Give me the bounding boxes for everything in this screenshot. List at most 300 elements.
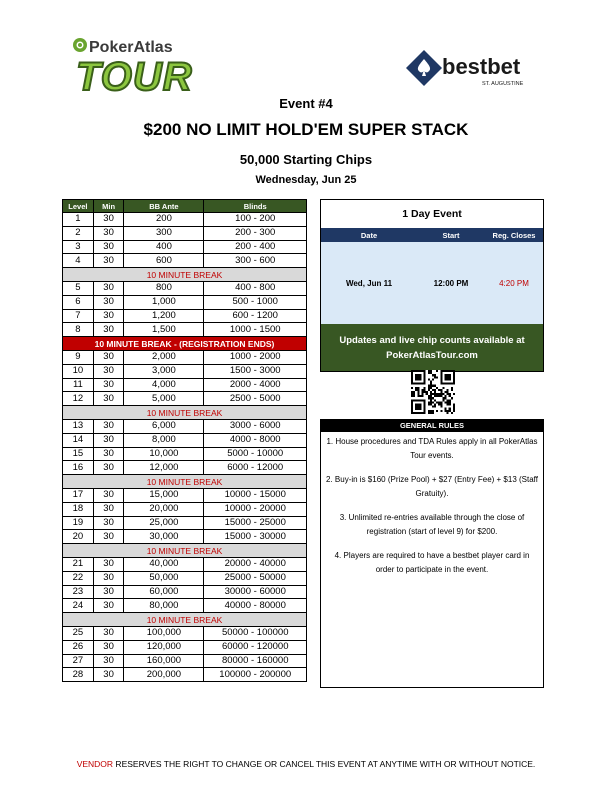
qr-module bbox=[413, 393, 415, 395]
qr-module bbox=[451, 412, 453, 414]
qr-module bbox=[451, 387, 453, 389]
table-row bbox=[63, 502, 307, 516]
qr-module bbox=[426, 393, 428, 395]
break-row bbox=[63, 406, 307, 420]
cell-level: 10 bbox=[63, 364, 94, 378]
qr-module bbox=[442, 393, 444, 395]
cell-ante: 300 bbox=[124, 226, 204, 240]
table-row bbox=[63, 654, 307, 668]
cell-level: 13 bbox=[63, 419, 94, 433]
cell-blinds: 25000 - 50000 bbox=[204, 571, 307, 585]
qr-module bbox=[415, 374, 421, 380]
qr-module bbox=[447, 393, 449, 395]
cell-blinds: 500 - 1000 bbox=[204, 295, 307, 309]
table-row bbox=[63, 213, 307, 227]
qr-module bbox=[417, 391, 419, 393]
qr-module bbox=[432, 397, 434, 399]
cell-blinds: 300 - 600 bbox=[204, 254, 307, 268]
qr-module bbox=[411, 395, 413, 397]
qr-module bbox=[430, 391, 432, 393]
qr-module bbox=[440, 401, 442, 403]
col-min-header: Min bbox=[93, 200, 124, 213]
table-row bbox=[63, 419, 307, 433]
qr-module bbox=[436, 401, 438, 403]
qr-module bbox=[430, 399, 432, 401]
qr-module bbox=[428, 385, 430, 387]
cell-blinds: 400 - 800 bbox=[204, 281, 307, 295]
qr-module bbox=[430, 383, 432, 385]
cell-blinds: 3000 - 6000 bbox=[204, 419, 307, 433]
cell-level: 1 bbox=[63, 213, 94, 227]
cell-level: 26 bbox=[63, 640, 94, 654]
cell-ante: 10,000 bbox=[124, 447, 204, 461]
break-row bbox=[63, 268, 307, 282]
cell-min: 30 bbox=[93, 502, 124, 516]
qr-module bbox=[415, 387, 417, 389]
table-row bbox=[63, 323, 307, 337]
cell-ante: 20,000 bbox=[124, 502, 204, 516]
qr-module bbox=[445, 397, 447, 399]
cell-ante: 800 bbox=[124, 281, 204, 295]
cell-ante: 25,000 bbox=[124, 516, 204, 530]
qr-module bbox=[428, 378, 430, 380]
qr-module bbox=[430, 401, 432, 403]
table-row bbox=[63, 378, 307, 392]
qr-code[interactable] bbox=[409, 370, 457, 414]
break-label: 10 MINUTE BREAK bbox=[63, 406, 307, 420]
qr-module bbox=[432, 401, 434, 403]
cell-blinds: 1000 - 2000 bbox=[204, 350, 307, 364]
qr-module bbox=[442, 399, 444, 401]
cell-level: 24 bbox=[63, 599, 94, 613]
cell-min: 30 bbox=[93, 364, 124, 378]
qr-module bbox=[442, 397, 444, 399]
qr-module bbox=[438, 389, 440, 391]
cell-min: 30 bbox=[93, 557, 124, 571]
cell-min: 30 bbox=[93, 378, 124, 392]
cell-level: 19 bbox=[63, 516, 94, 530]
qr-module bbox=[428, 387, 430, 389]
qr-module bbox=[434, 393, 436, 395]
pokeratlas-tour-logo bbox=[72, 36, 212, 98]
cell-min: 30 bbox=[93, 585, 124, 599]
table-row bbox=[63, 226, 307, 240]
qr-module bbox=[436, 395, 438, 397]
cell-blinds: 100 - 200 bbox=[204, 213, 307, 227]
cell-level: 12 bbox=[63, 392, 94, 406]
col-level-header: Level bbox=[63, 200, 94, 213]
qr-module bbox=[432, 410, 434, 412]
qr-module bbox=[440, 393, 442, 395]
qr-module bbox=[417, 387, 419, 389]
qr-module bbox=[434, 399, 436, 401]
cell-blinds: 5000 - 10000 bbox=[204, 447, 307, 461]
cell-blinds: 2000 - 4000 bbox=[204, 378, 307, 392]
qr-module bbox=[428, 401, 430, 403]
cell-ante: 15,000 bbox=[124, 488, 204, 502]
table-row bbox=[63, 433, 307, 447]
qr-module bbox=[424, 391, 426, 393]
disclaimer-footer bbox=[0, 759, 612, 769]
qr-module bbox=[428, 410, 430, 412]
qr-module bbox=[430, 387, 432, 389]
qr-module bbox=[436, 376, 438, 378]
schedule-row bbox=[321, 242, 543, 324]
cell-min: 30 bbox=[93, 281, 124, 295]
cell-blinds: 200 - 400 bbox=[204, 240, 307, 254]
qr-module bbox=[449, 408, 451, 410]
cell-level: 8 bbox=[63, 323, 94, 337]
cell-min: 30 bbox=[93, 599, 124, 613]
cell-min: 30 bbox=[93, 295, 124, 309]
table-row bbox=[63, 350, 307, 364]
cell-level: 28 bbox=[63, 668, 94, 682]
qr-module bbox=[415, 389, 417, 391]
qr-module bbox=[434, 389, 436, 391]
table-row bbox=[63, 530, 307, 544]
qr-module bbox=[440, 406, 442, 408]
cell-level: 15 bbox=[63, 447, 94, 461]
break-row bbox=[63, 544, 307, 558]
cell-level: 6 bbox=[63, 295, 94, 309]
table-row bbox=[63, 240, 307, 254]
qr-module bbox=[432, 393, 434, 395]
table-row bbox=[63, 626, 307, 640]
cell-ante: 3,000 bbox=[124, 364, 204, 378]
cell-min: 30 bbox=[93, 516, 124, 530]
cell-level: 5 bbox=[63, 281, 94, 295]
cell-min: 30 bbox=[93, 626, 124, 640]
qr-module bbox=[428, 397, 430, 399]
cell-min: 30 bbox=[93, 461, 124, 475]
cell-blinds: 100000 - 200000 bbox=[204, 668, 307, 682]
qr-module bbox=[440, 404, 442, 406]
cell-min: 30 bbox=[93, 488, 124, 502]
cell-blinds: 50000 - 100000 bbox=[204, 626, 307, 640]
qr-module bbox=[434, 404, 436, 406]
table-row bbox=[63, 516, 307, 530]
qr-module bbox=[419, 395, 421, 397]
cell-level: 11 bbox=[63, 378, 94, 392]
break-label: 10 MINUTE BREAK bbox=[63, 268, 307, 282]
cell-blinds: 2500 - 5000 bbox=[204, 392, 307, 406]
cell-min: 30 bbox=[93, 392, 124, 406]
cell-blinds: 10000 - 15000 bbox=[204, 488, 307, 502]
qr-module bbox=[453, 408, 455, 410]
qr-module bbox=[434, 374, 436, 376]
qr-module bbox=[430, 372, 432, 374]
table-row bbox=[63, 668, 307, 682]
qr-module bbox=[451, 389, 453, 391]
qr-module bbox=[432, 406, 434, 408]
cell-blinds: 15000 - 30000 bbox=[204, 530, 307, 544]
table-row bbox=[63, 557, 307, 571]
qr-module bbox=[436, 387, 438, 389]
cell-min: 30 bbox=[93, 654, 124, 668]
qr-module bbox=[428, 395, 430, 397]
qr-module bbox=[430, 380, 432, 382]
qr-module bbox=[449, 395, 451, 397]
cell-level: 20 bbox=[63, 530, 94, 544]
table-row bbox=[63, 599, 307, 613]
cell-ante: 160,000 bbox=[124, 654, 204, 668]
cell-level: 4 bbox=[63, 254, 94, 268]
vendor-label: VENDOR bbox=[76, 759, 114, 769]
qr-module bbox=[430, 412, 432, 414]
qr-module bbox=[424, 389, 426, 391]
cell-ante: 60,000 bbox=[124, 585, 204, 599]
cell-min: 30 bbox=[93, 254, 124, 268]
qr-module bbox=[447, 399, 449, 401]
cell-level: 3 bbox=[63, 240, 94, 254]
qr-module bbox=[453, 404, 455, 406]
cell-level: 23 bbox=[63, 585, 94, 599]
cell-level: 14 bbox=[63, 433, 94, 447]
qr-module bbox=[453, 406, 455, 408]
table-row bbox=[63, 364, 307, 378]
cell-blinds: 10000 - 20000 bbox=[204, 502, 307, 516]
qr-module bbox=[426, 391, 428, 393]
cell-blinds: 40000 - 80000 bbox=[204, 599, 307, 613]
qr-module bbox=[421, 393, 423, 395]
cell-min: 30 bbox=[93, 226, 124, 240]
qr-module bbox=[428, 389, 430, 391]
qr-module bbox=[417, 395, 419, 397]
rule-item: 2. Buy-in is $160 (Prize Pool) + $27 (Entry Fee) + $13 (Staff Gratuity). bbox=[326, 475, 538, 498]
qr-module bbox=[453, 410, 455, 412]
rules-heading: GENERAL RULES bbox=[321, 420, 543, 432]
cell-min: 30 bbox=[93, 309, 124, 323]
cell-ante: 200,000 bbox=[124, 668, 204, 682]
cell-ante: 80,000 bbox=[124, 599, 204, 613]
table-row bbox=[63, 254, 307, 268]
bestbet-location: ST. AUGUSTINE bbox=[482, 81, 524, 87]
event-number: Event #4 bbox=[279, 96, 333, 111]
qr-module bbox=[432, 378, 434, 380]
cell-min: 30 bbox=[93, 640, 124, 654]
cell-ante: 600 bbox=[124, 254, 204, 268]
qr-module bbox=[442, 387, 444, 389]
qr-module bbox=[411, 391, 413, 393]
table-row bbox=[63, 461, 307, 475]
table-header-row bbox=[63, 200, 307, 213]
cell-min: 30 bbox=[93, 419, 124, 433]
qr-module bbox=[451, 397, 453, 399]
qr-module bbox=[436, 410, 438, 412]
bestbet-logo bbox=[404, 48, 536, 88]
cell-blinds: 200 - 300 bbox=[204, 226, 307, 240]
cell-ante: 4,000 bbox=[124, 378, 204, 392]
cell-blinds: 1500 - 3000 bbox=[204, 364, 307, 378]
cell-ante: 5,000 bbox=[124, 392, 204, 406]
cell-ante: 30,000 bbox=[124, 530, 204, 544]
qr-module bbox=[428, 370, 430, 372]
qr-module bbox=[434, 376, 436, 378]
qr-module bbox=[449, 393, 451, 395]
live-updates-banner bbox=[321, 324, 543, 371]
cell-ante: 200 bbox=[124, 213, 204, 227]
qr-module bbox=[432, 412, 434, 414]
qr-module bbox=[449, 401, 451, 403]
qr-module bbox=[430, 404, 432, 406]
qr-module bbox=[430, 393, 432, 395]
qr-module bbox=[430, 370, 432, 372]
cell-ante: 6,000 bbox=[124, 419, 204, 433]
rule-item: 1. House procedures and TDA Rules apply in all PokerAtlas Tour events. bbox=[326, 437, 538, 460]
cell-blinds: 1000 - 1500 bbox=[204, 323, 307, 337]
qr-module bbox=[432, 374, 434, 376]
cell-blinds: 30000 - 60000 bbox=[204, 585, 307, 599]
qr-module bbox=[449, 399, 451, 401]
qr-module bbox=[447, 404, 449, 406]
event-title: $200 NO LIMIT HOLD'EM SUPER STACK bbox=[143, 120, 469, 139]
qr-module bbox=[413, 395, 415, 397]
break-label: 10 MINUTE BREAK bbox=[63, 475, 307, 489]
break-label: 10 MINUTE BREAK bbox=[63, 544, 307, 558]
tour-wordmark: TOUR bbox=[76, 55, 193, 98]
qr-module bbox=[430, 410, 432, 412]
poker-chip-icon bbox=[73, 38, 87, 52]
qr-module bbox=[445, 374, 451, 380]
qr-module bbox=[445, 401, 447, 403]
cell-min: 30 bbox=[93, 323, 124, 337]
cell-min: 30 bbox=[93, 213, 124, 227]
qr-module bbox=[449, 410, 451, 412]
qr-module bbox=[411, 393, 413, 395]
cell-ante: 1,200 bbox=[124, 309, 204, 323]
qr-module bbox=[445, 395, 447, 397]
qr-module bbox=[445, 410, 447, 412]
qr-module bbox=[430, 385, 432, 387]
qr-module bbox=[415, 404, 421, 410]
event-date: Wednesday, Jun 25 bbox=[255, 174, 357, 186]
col-reg-closes-header: Reg. Closes bbox=[492, 230, 536, 240]
cell-ante: 12,000 bbox=[124, 461, 204, 475]
cell-level: 22 bbox=[63, 571, 94, 585]
qr-module bbox=[449, 404, 451, 406]
qr-module bbox=[421, 389, 423, 391]
general-rules-box bbox=[320, 419, 544, 688]
col-start-header: Start bbox=[442, 230, 460, 240]
qr-module bbox=[438, 393, 440, 395]
cell-ante: 400 bbox=[124, 240, 204, 254]
pokeratlas-wordmark: PokerAtlas bbox=[89, 39, 173, 56]
promo-text: Updates and live chip counts available at bbox=[339, 334, 525, 346]
table-row bbox=[63, 392, 307, 406]
qr-module bbox=[438, 404, 440, 406]
cell-min: 30 bbox=[93, 668, 124, 682]
cell-blinds: 60000 - 120000 bbox=[204, 640, 307, 654]
rule-item: 4. Players are required to have a bestbet player card in order to participate in the event. bbox=[334, 551, 530, 574]
qr-module bbox=[445, 408, 447, 410]
qr-module bbox=[434, 385, 436, 387]
table-row bbox=[63, 571, 307, 585]
qr-module bbox=[440, 410, 442, 412]
break-label: 10 MINUTE BREAK bbox=[63, 613, 307, 627]
qr-module bbox=[413, 391, 415, 393]
cell-ante: 1,000 bbox=[124, 295, 204, 309]
cell-min: 30 bbox=[93, 240, 124, 254]
break-row bbox=[63, 475, 307, 489]
event-info-box bbox=[320, 199, 544, 372]
cell-ante: 50,000 bbox=[124, 571, 204, 585]
rule-item: 3. Unlimited re-entries available through the close of registration (start of level 9) for $200. bbox=[339, 513, 525, 536]
qr-module bbox=[440, 395, 442, 397]
qr-module bbox=[432, 385, 434, 387]
qr-module bbox=[424, 387, 426, 389]
qr-module bbox=[434, 395, 436, 397]
registration-ends-row bbox=[63, 337, 307, 351]
cell-level: 16 bbox=[63, 461, 94, 475]
cell-level: 27 bbox=[63, 654, 94, 668]
break-label: 10 MINUTE BREAK - (REGISTRATION ENDS) bbox=[63, 337, 307, 351]
qr-module bbox=[417, 393, 419, 395]
table-row bbox=[63, 295, 307, 309]
table-row bbox=[63, 447, 307, 461]
qr-module bbox=[411, 387, 413, 389]
qr-module bbox=[421, 395, 423, 397]
cell-level: 21 bbox=[63, 557, 94, 571]
cell-level: 17 bbox=[63, 488, 94, 502]
cell-level: 18 bbox=[63, 502, 94, 516]
qr-module bbox=[428, 404, 430, 406]
qr-module bbox=[428, 412, 430, 414]
cell-min: 30 bbox=[93, 530, 124, 544]
qr-module bbox=[430, 395, 432, 397]
cell-blinds: 4000 - 8000 bbox=[204, 433, 307, 447]
cell-level: 9 bbox=[63, 350, 94, 364]
qr-module bbox=[438, 401, 440, 403]
qr-module bbox=[436, 370, 438, 372]
qr-module bbox=[434, 391, 436, 393]
qr-module bbox=[436, 393, 438, 395]
schedule-date: Wed, Jun 11 bbox=[345, 278, 393, 288]
qr-module bbox=[447, 389, 449, 391]
cell-blinds: 600 - 1200 bbox=[204, 309, 307, 323]
qr-module bbox=[440, 391, 442, 393]
col-date-header: Date bbox=[360, 230, 378, 240]
cell-level: 2 bbox=[63, 226, 94, 240]
qr-module bbox=[447, 412, 449, 414]
blind-structure-table bbox=[62, 199, 307, 682]
promo-website[interactable]: PokerAtlasTour.com bbox=[386, 349, 478, 361]
cell-ante: 100,000 bbox=[124, 626, 204, 640]
col-blinds-header: Blinds bbox=[204, 200, 307, 213]
bestbet-wordmark: bestbet bbox=[442, 54, 521, 79]
cell-ante: 40,000 bbox=[124, 557, 204, 571]
starting-chips: 50,000 Starting Chips bbox=[239, 152, 373, 167]
table-row bbox=[63, 585, 307, 599]
cell-min: 30 bbox=[93, 571, 124, 585]
qr-module bbox=[428, 372, 430, 374]
table-row bbox=[63, 309, 307, 323]
qr-module bbox=[447, 410, 449, 412]
cell-blinds: 6000 - 12000 bbox=[204, 461, 307, 475]
qr-module bbox=[447, 401, 449, 403]
qr-module bbox=[438, 395, 440, 397]
event-type-title: 1 Day Event bbox=[402, 208, 462, 220]
cell-blinds: 15000 - 25000 bbox=[204, 516, 307, 530]
cell-min: 30 bbox=[93, 350, 124, 364]
cell-ante: 1,500 bbox=[124, 323, 204, 337]
cell-level: 25 bbox=[63, 626, 94, 640]
break-row bbox=[63, 613, 307, 627]
table-row bbox=[63, 488, 307, 502]
schedule-reg-closes: 4:20 PM bbox=[499, 278, 529, 288]
qr-module bbox=[453, 393, 455, 395]
spade-diamond-icon bbox=[406, 50, 442, 86]
cell-ante: 2,000 bbox=[124, 350, 204, 364]
